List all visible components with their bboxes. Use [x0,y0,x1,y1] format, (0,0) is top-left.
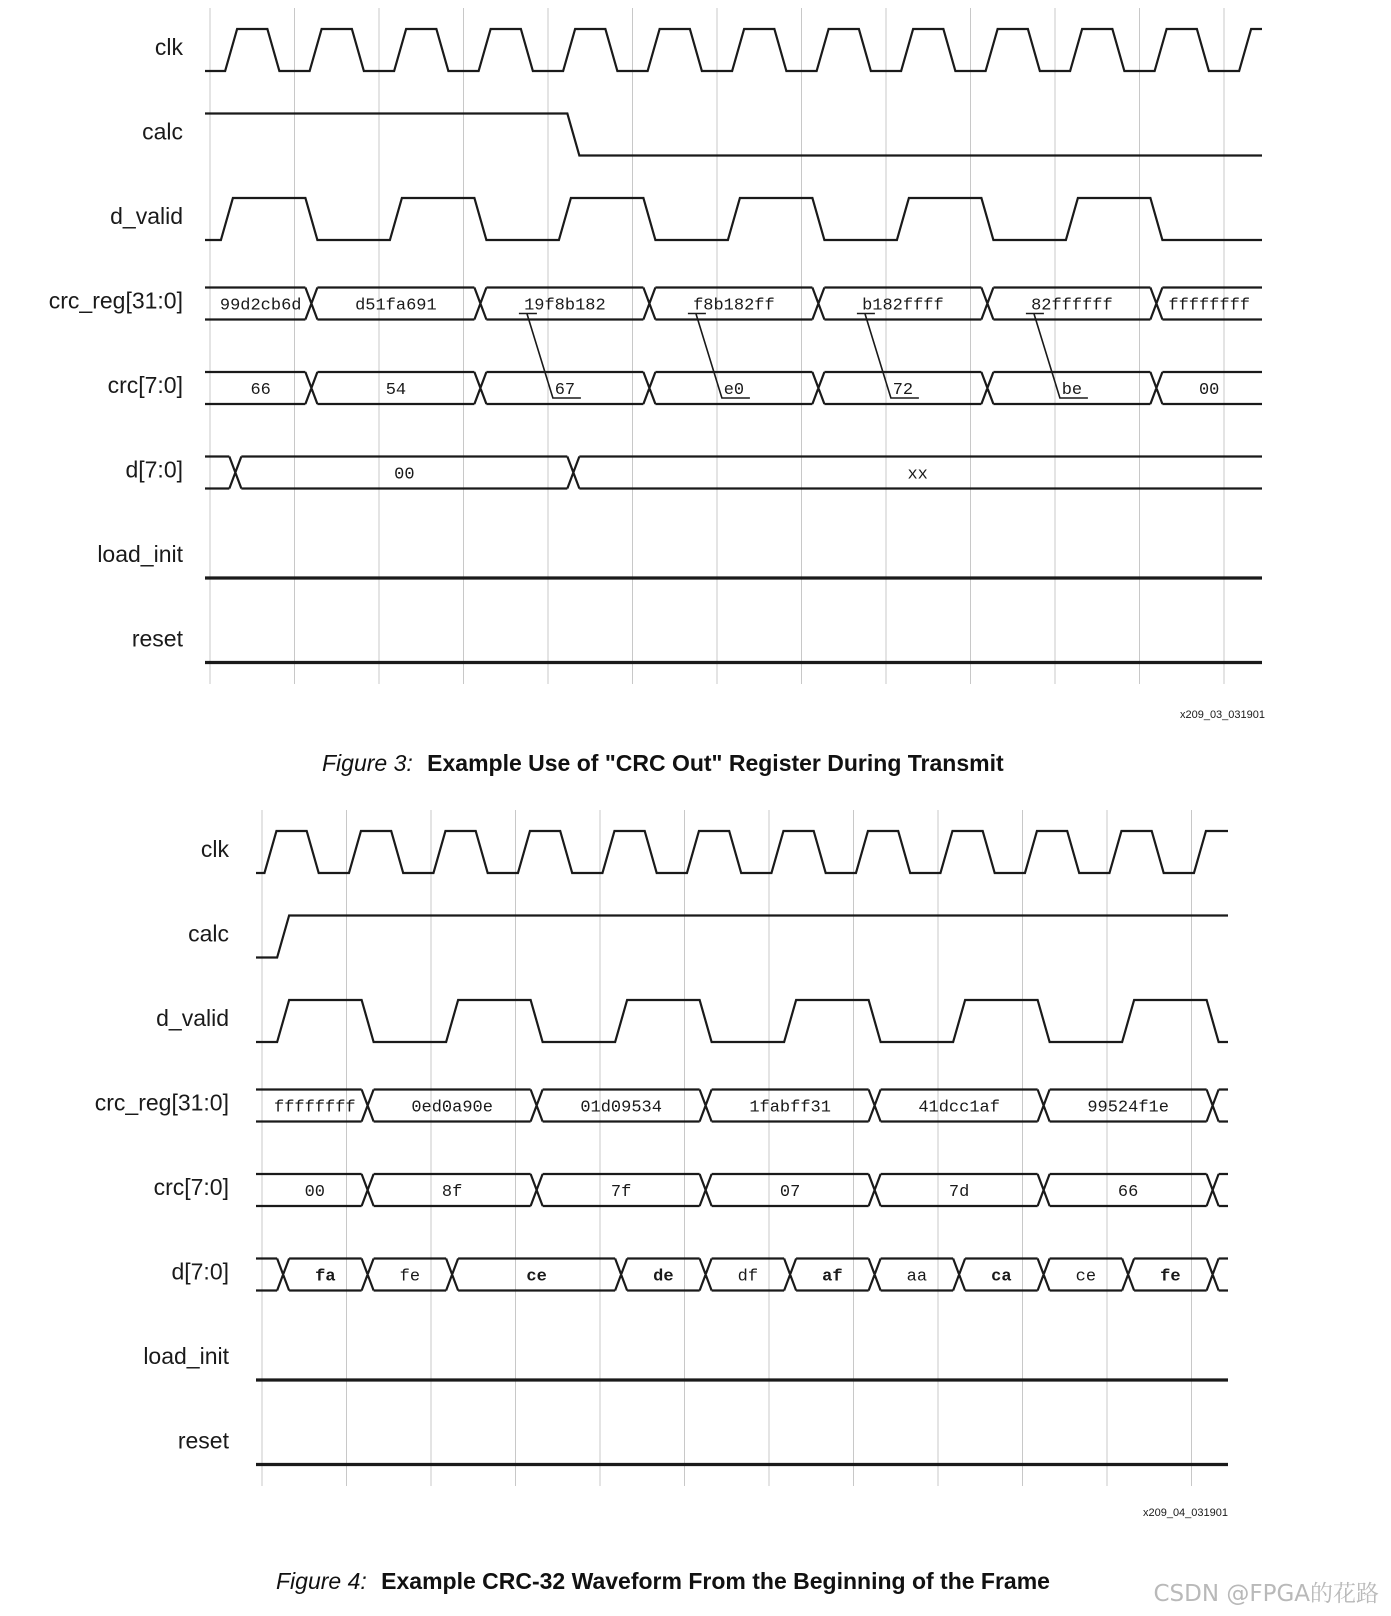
signal-crc-reg [95,1090,1228,1122]
crc-value: 7d [948,1183,970,1202]
crc-reg-bus-wave [256,1090,1228,1122]
d-value: af [822,1267,843,1287]
d-value: de [653,1267,674,1287]
figure-4-title: Example CRC-32 Waveform From the Beginning of the Frame [381,1568,1050,1594]
signal-calc [188,916,1228,958]
image-id: x209_04_031901 [1142,1507,1228,1519]
signal-label-load-init: load_init [143,1343,229,1369]
crc-value: 00 [304,1183,326,1202]
signal-label-crc-reg: crc_reg[31:0] [48,287,183,314]
signal-label-d-valid: d_valid [110,203,183,229]
calc-wave [205,114,1262,156]
signal-load-init [97,541,1262,578]
crc-reg-value: ffffffff [274,1098,356,1118]
figure-3-title: Example Use of "CRC Out" Register During Transmit [427,750,1004,776]
d-valid-wave [205,198,1262,240]
crc-value: 8f [441,1183,463,1202]
d-value: fe [1160,1267,1181,1287]
crc-reg-value: d51fa691 [355,296,437,316]
figure-3-number: Figure 3: [322,750,413,776]
signal-label-calc: calc [188,920,229,947]
signal-label-d: d[7:0] [125,456,183,483]
value-pointers [519,314,1088,399]
clk-wave [256,831,1228,873]
crc-reg-value: ffffffff [1168,296,1251,316]
calc-wave [256,916,1228,958]
signal-label-crc: crc[7:0] [153,1174,229,1200]
crc-value: 66 [250,381,271,400]
signal-reset [132,626,1262,663]
signal-d [125,457,1262,489]
figure-3-caption [322,750,1004,777]
crc-reg-value: 1fabff31 [749,1098,831,1118]
signal-label-load-init: load_init [97,541,183,567]
signal-label-reset: reset [131,625,183,652]
signal-label-reset: reset [177,1427,229,1454]
clk-wave [205,29,1262,71]
figure-4-waveform [95,810,1228,1519]
crc-reg-value: 0ed0a90e [411,1098,493,1118]
crc-reg-value: 19f8b182 [524,296,606,316]
crc-bus-wave [256,1174,1228,1206]
signal-clk [155,29,1262,71]
crc-reg-value: 01d09534 [580,1098,662,1118]
d-value: df [737,1267,759,1287]
crc-value: 7f [610,1183,632,1202]
signal-label-calc: calc [142,118,183,145]
d-value: ce [1075,1267,1097,1287]
crc-reg-value: 99524f1e [1087,1098,1169,1118]
d-value: ca [991,1267,1012,1287]
signal-label-d: d[7:0] [171,1258,229,1285]
signal-label-crc-reg: crc_reg[31:0] [94,1089,229,1116]
signal-crc [108,372,1262,404]
d-value: 00 [394,465,415,485]
figure-4-caption [276,1568,1050,1595]
signal-label-crc: crc[7:0] [107,372,183,398]
signal-d [171,1259,1228,1291]
crc-value: be [1061,381,1083,400]
crc-value: 00 [1198,381,1220,400]
crc-reg-value: 82ffffff [1031,296,1113,316]
signal-d-valid [156,1000,1228,1042]
crc-reg-value: 99d2cb6d [219,296,302,316]
signal-reset [178,1428,1228,1465]
signal-label-d-valid: d_valid [156,1005,229,1031]
d-bus-wave [205,457,1262,489]
crc-value: e0 [723,381,745,400]
d-valid-wave [256,1000,1228,1042]
grid-lines [210,8,1224,684]
image-id: x209_03_031901 [1179,709,1265,721]
signal-label-clk: clk [154,34,183,60]
crc-value: 54 [385,381,407,400]
crc-value: 07 [779,1183,801,1202]
crc-reg-value: 41dcc1af [918,1098,1000,1118]
crc-value: 67 [554,381,576,400]
signal-clk [201,831,1228,873]
crc-value: 72 [892,381,914,400]
d-value: xx [907,465,928,485]
signal-crc-reg [49,288,1262,320]
signal-load-init [143,1343,1228,1380]
grid-lines [262,810,1192,1486]
crc-reg-value: b182ffff [862,296,944,316]
crc-value: 66 [1117,1183,1139,1202]
watermark: CSDN @FPGA的花路 [1153,1581,1379,1607]
d-value: ce [526,1267,547,1287]
signal-crc [154,1174,1228,1206]
d-value: fe [399,1267,421,1287]
figure-4-number: Figure 4: [276,1568,367,1594]
signal-label-clk: clk [200,836,229,862]
crc-reg-value: f8b182ff [693,296,775,316]
d-value: aa [906,1267,928,1287]
signal-calc [142,114,1262,156]
figure-3-waveform [49,8,1265,721]
signal-d-valid [110,198,1262,240]
d-value: fa [315,1267,336,1287]
